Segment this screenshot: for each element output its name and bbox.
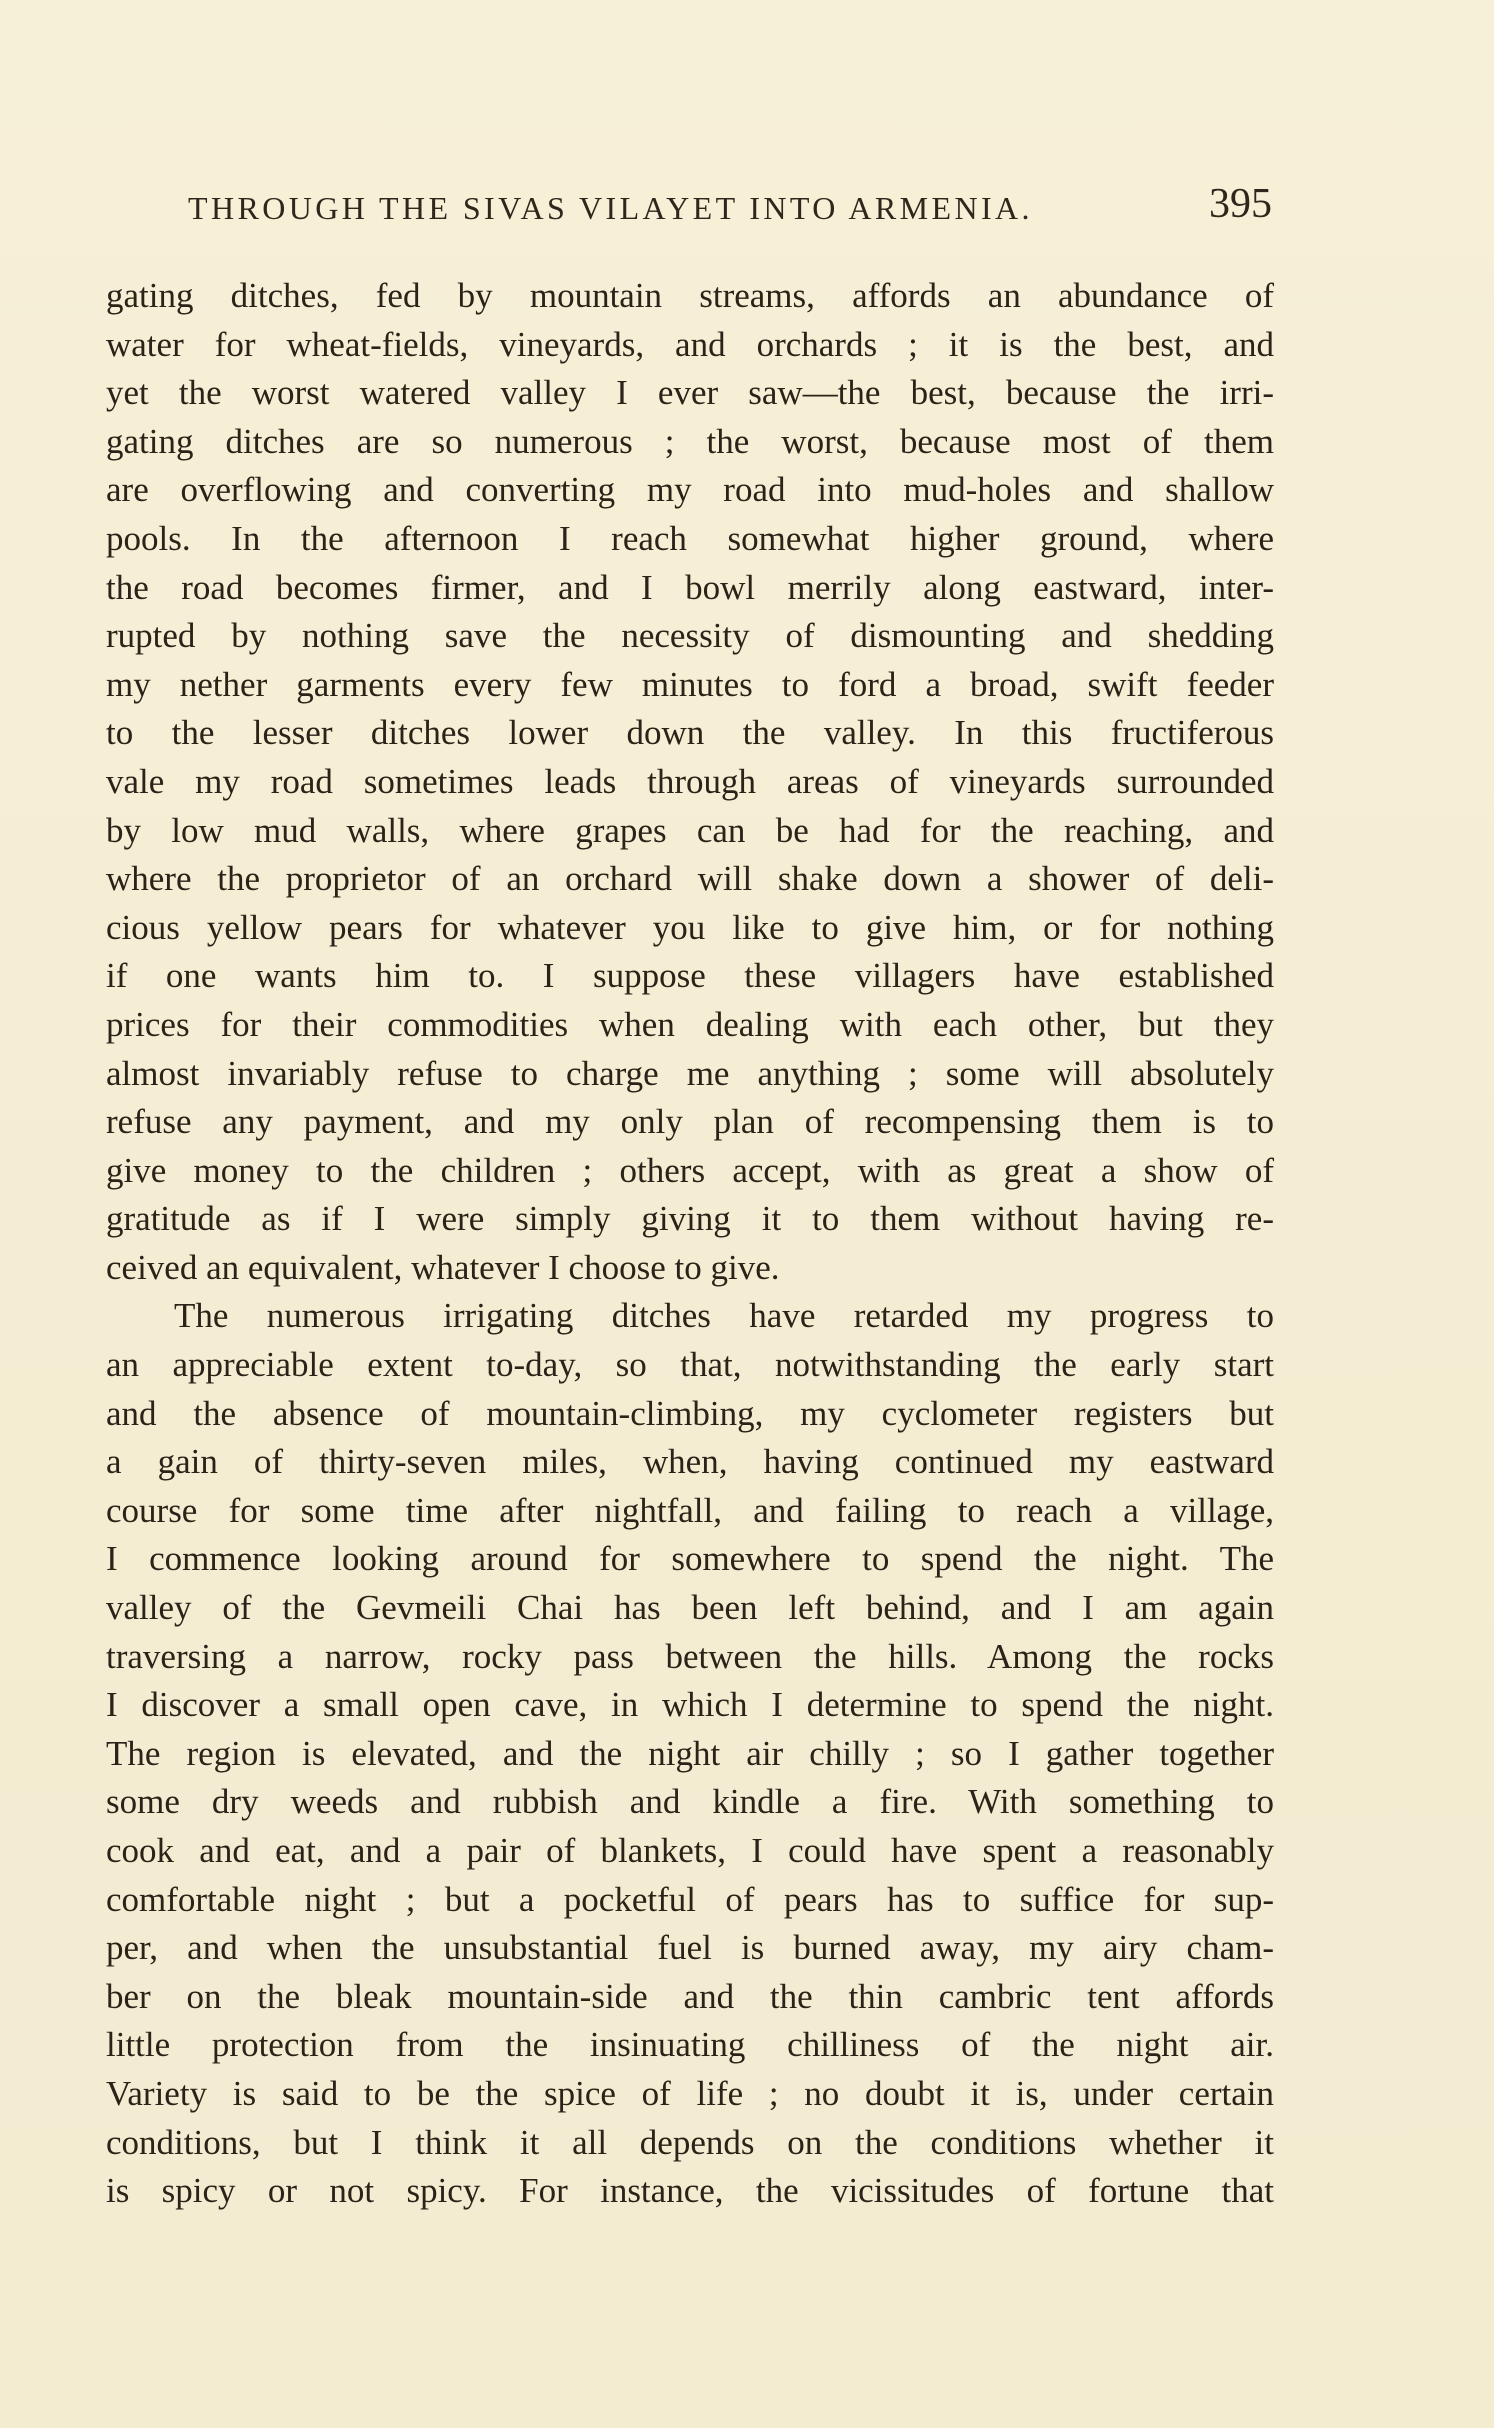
text-line: my nether garments every few minutes to ford a broad, swift feeder <box>106 664 1274 704</box>
text-line: by low mud walls, where grapes can be had for the reaching, and <box>106 810 1274 850</box>
text-line: comfortable night ; but a pocketful of pears has to suffice for sup- <box>106 1879 1274 1919</box>
text-line: the road becomes firmer, and I bowl merrily along eastward, inter- <box>106 567 1274 607</box>
text-line: some dry weeds and rubbish and kindle a fire. With something to <box>106 1782 1274 1822</box>
running-head: THROUGH THE SIVAS VILAYET INTO ARMENIA. <box>188 190 1033 226</box>
text-line: prices for their commodities when dealing with each other, but they <box>106 1004 1274 1044</box>
text-line: gating ditches, fed by mountain streams, affords an abundance of <box>106 276 1274 315</box>
text-line: water for wheat-fields, vineyards, and orchards ; it is the best, and <box>106 324 1274 364</box>
text-line: little protection from the insinuating chilliness of the night air. <box>106 2025 1274 2065</box>
text-line: cook and eat, and a pair of blankets, I could have spent a reasonably <box>106 1831 1274 1870</box>
text-line: almost invariably refuse to charge me anything ; some will absolutely <box>106 1053 1274 1093</box>
text-line: I discover a small open cave, in which I determine to spend the night. <box>106 1685 1274 1725</box>
text-line: to the lesser ditches lower down the valley. In this fructiferous <box>106 713 1274 753</box>
text-line: yet the worst watered valley I ever saw—the best, because the irri- <box>106 373 1274 413</box>
text-line: course for some time after nightfall, and failing to reach a village, <box>106 1490 1274 1530</box>
text-line: an appreciable extent to-day, so that, notwithstanding the early start <box>106 1345 1274 1385</box>
text-line: a gain of thirty-seven miles, when, having continued my eastward <box>106 1442 1274 1482</box>
text-line: per, and when the unsubstantial fuel is burned away, my airy cham- <box>106 1928 1274 1968</box>
paragraph-start-line: The numerous irrigating ditches have retarded my progress to <box>174 1296 1274 1336</box>
text-line: are overflowing and converting my road into mud-holes and shallow <box>106 470 1274 510</box>
body-text <box>106 272 1274 2216</box>
page-header <box>108 172 1280 232</box>
text-line: traversing a narrow, rocky pass between the hills. Among the rocks <box>106 1636 1274 1676</box>
page-number: 395 <box>1209 181 1272 227</box>
text-line: conditions, but I think it all depends on the conditions whether it <box>106 2122 1274 2162</box>
text-line: and the absence of mountain-climbing, my cyclometer registers but <box>106 1393 1274 1433</box>
text-line: vale my road sometimes leads through areas of vineyards surrounded <box>106 761 1274 801</box>
text-line: gratitude as if I were simply giving it to them without having re- <box>106 1199 1274 1239</box>
text-line: where the proprietor of an orchard will shake down a shower of deli- <box>106 859 1274 899</box>
text-line: if one wants him to. I suppose these villagers have established <box>106 956 1274 996</box>
text-line: valley of the Gevmeili Chai has been left behind, and I am again <box>106 1588 1274 1628</box>
text-line: pools. In the afternoon I reach somewhat higher ground, where <box>106 518 1274 558</box>
text-line: The region is elevated, and the night air chilly ; so I gather together <box>106 1733 1274 1773</box>
text-line: rupted by nothing save the necessity of dismounting and shedding <box>106 616 1274 656</box>
text-line: I commence looking around for somewhere to spend the night. The <box>106 1539 1274 1579</box>
text-line: cious yellow pears for whatever you like to give him, or for nothing <box>106 907 1274 947</box>
text-line: ber on the bleak mountain-side and the thin cambric tent affords <box>106 1976 1274 2016</box>
text-line: refuse any payment, and my only plan of recompensing them is to <box>106 1102 1274 1142</box>
text-line: is spicy or not spicy. For instance, the vicissitudes of fortune that <box>106 2171 1274 2211</box>
text-line: Variety is said to be the spice of life ; no doubt it is, under certain <box>106 2073 1274 2113</box>
paragraph-end-line: ceived an equivalent, whatever I choose to give. <box>106 1247 780 1287</box>
text-line: gating ditches are so numerous ; the worst, because most of them <box>106 421 1274 461</box>
text-line: give money to the children ; others accept, with as great a show of <box>106 1150 1274 1190</box>
